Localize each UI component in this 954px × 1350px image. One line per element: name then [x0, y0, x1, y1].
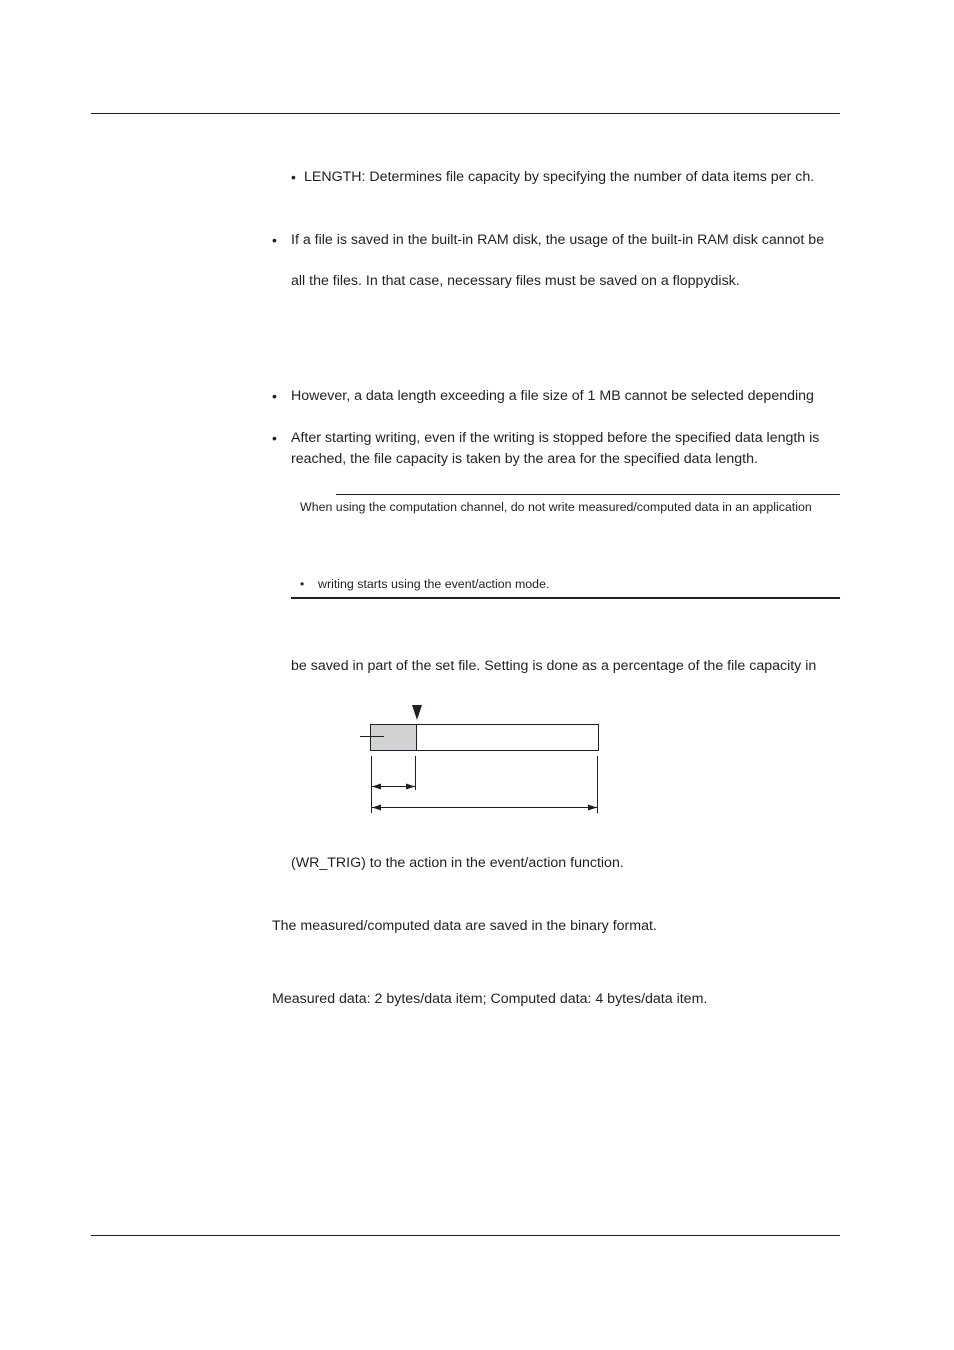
writing-note-bullet: • [272, 430, 277, 446]
ram-note-bullet: • [272, 232, 277, 248]
ram-note-line1: If a file is saved in the built-in RAM disk, the usage of the built-in RAM disk cannot be [291, 232, 825, 248]
length-item-bullet: • [291, 169, 296, 185]
format-text: The measured/computed data are saved in the binary format. [272, 918, 657, 934]
header-rule [91, 113, 840, 114]
ram-note-line2: all the files. In that case, necessary files must be saved on a floppydisk. [291, 273, 740, 289]
data-length-note-bullet: • [272, 388, 277, 404]
length-item-text: LENGTH: Determines file capacity by specifying the number of data items per ch. [304, 169, 815, 185]
wr-trig-text: (WR_TRIG) to the action in the event/action function. [291, 855, 624, 871]
caution-box-item-text: writing starts using the event/action mode. [318, 577, 550, 591]
capacity-arrowhead-left [372, 805, 381, 811]
file-capacity-bar [417, 725, 599, 751]
pretrigger-diagram [350, 700, 610, 820]
footer-rule [91, 1235, 840, 1236]
caution-box-top-rule [336, 494, 840, 495]
pretrigger-text: be saved in part of the set file. Setting is done as a percentage of the file capacity in [291, 658, 817, 674]
caution-box-text: When using the computation channel, do not write measured/computed data in an application [300, 500, 812, 514]
writing-note-line2: reached, the file capacity is taken by the area for the specified data length. [291, 451, 758, 467]
caution-box-item-bullet: • [300, 577, 305, 591]
pretrigger-arrowhead-left [372, 784, 381, 790]
pretrigger-arrowhead-right [406, 784, 415, 790]
caution-box-bottom-rule [291, 597, 840, 599]
trigger-marker-icon [412, 705, 422, 720]
pretrigger-area [371, 725, 417, 751]
writing-note-line1: After starting writing, even if the writing is stopped before the specified data length is [291, 430, 820, 446]
capacity-arrowhead-right [588, 805, 597, 811]
data-size-text: Measured data: 2 bytes/data item; Computed data: 4 bytes/data item. [272, 991, 708, 1007]
data-length-note-text: However, a data length exceeding a file size of 1 MB cannot be selected depending [291, 388, 814, 404]
